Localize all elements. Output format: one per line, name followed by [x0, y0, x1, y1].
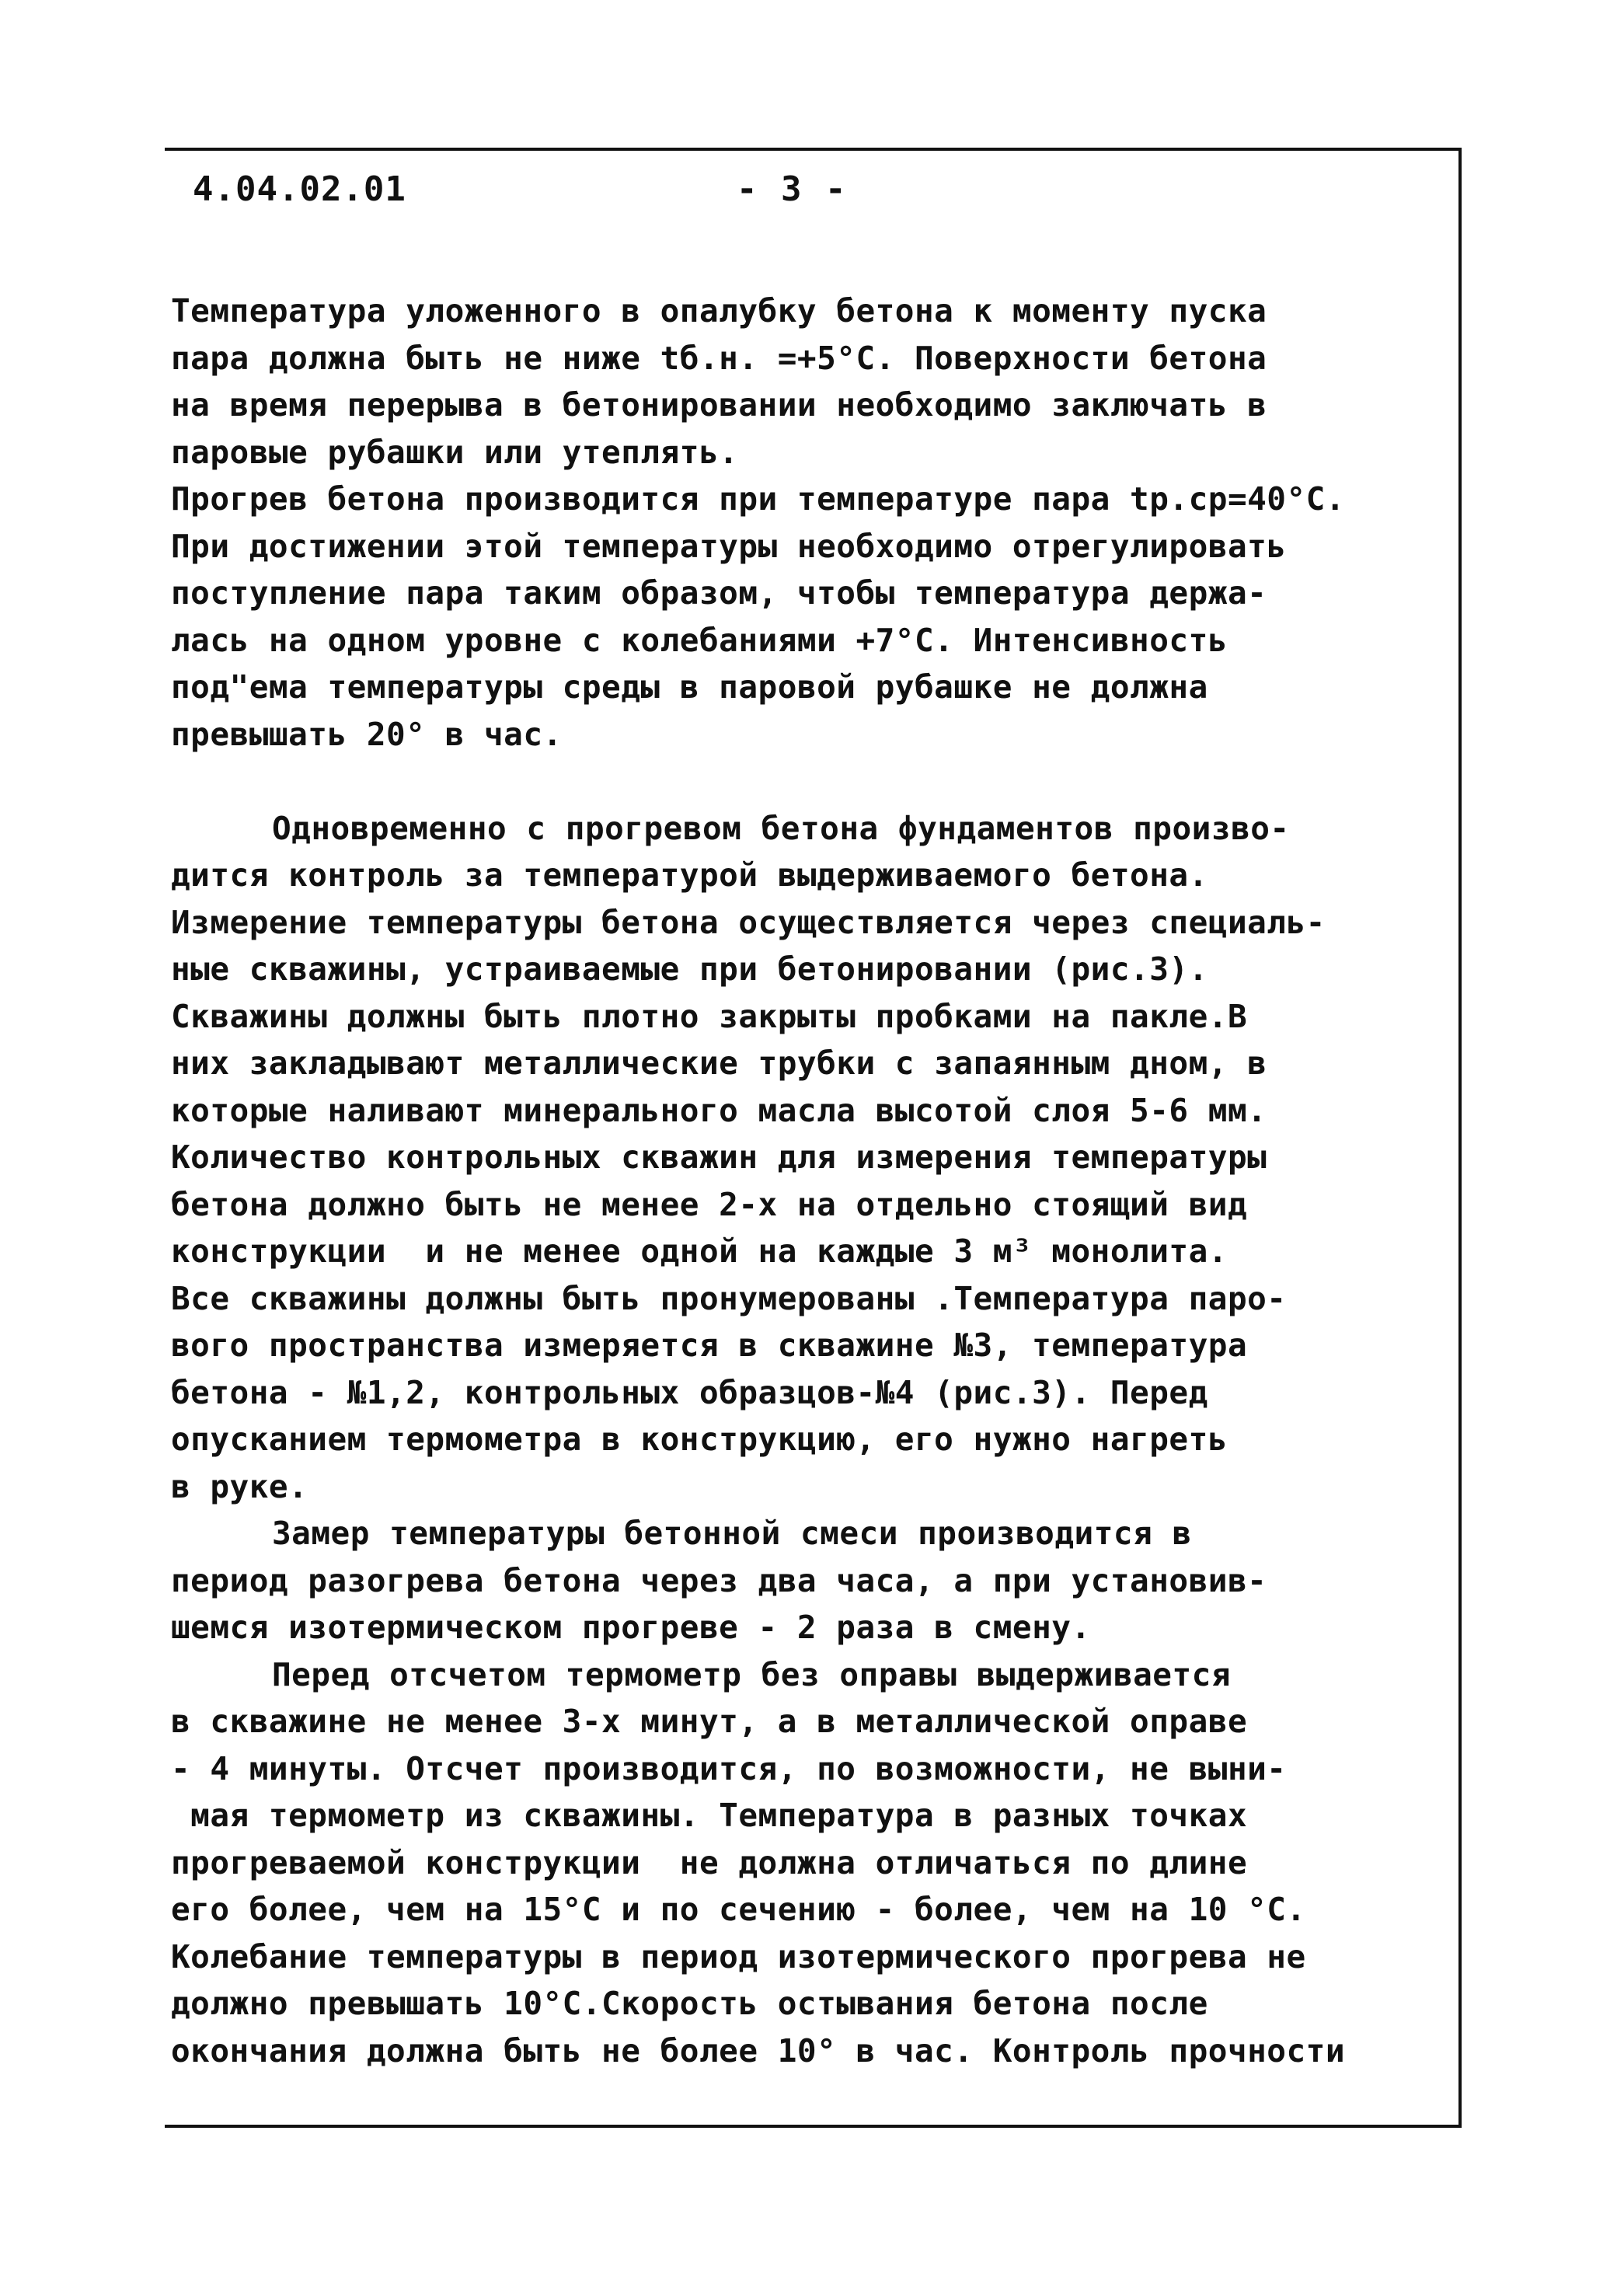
- text-line: Замер температуры бетонной смеси производится в: [272, 1515, 1192, 1552]
- text-line: Колебание температуры в период изотермического прогрева не: [171, 1937, 1306, 1975]
- text-line: лась на одном уровне с колебаниями +7°С. Интенсивность: [171, 621, 1228, 659]
- text-line: в руке.: [171, 1467, 308, 1505]
- text-line: период разогрева бетона через два часа, а при установив-: [171, 1561, 1267, 1599]
- text-line: превышать 20° в час.: [171, 715, 563, 753]
- text-line: При достижении этой температуры необходимо отрегулировать: [171, 527, 1287, 565]
- text-line: Измерение температуры бетона осуществляется через специаль-: [171, 903, 1326, 941]
- text-line: в скважине не менее 3-х минут, а в металлической оправе: [171, 1703, 1248, 1740]
- text-line: его более, чем на 15°С и по сечению - более, чем на 10 °С.: [171, 1891, 1306, 1928]
- text-line: вого пространства измеряется в скважине №3, температура: [171, 1327, 1248, 1364]
- text-line: шемся изотермическом прогреве - 2 раза в смену.: [171, 1609, 1091, 1646]
- text-line: Скважины должны быть плотно закрыты пробками на пакле.В: [171, 997, 1248, 1035]
- text-line: паровые рубашки или утеплять.: [171, 433, 739, 471]
- text-line: поступление пара таким образом, чтобы температура держа-: [171, 574, 1267, 612]
- text-line: окончания должна быть не более 10° в час. Контроль прочности: [171, 2031, 1346, 2070]
- text-line: Прогрев бетона производится при температуре пара tр.ср=40°С.: [171, 480, 1346, 518]
- text-line: Перед отсчетом термометр без оправы выдерживается: [272, 1655, 1232, 1693]
- text-line: опусканием термометра в конструкцию, его нужно нагреть: [171, 1421, 1228, 1458]
- text-line: конструкции и не менее одной на каждые 3 м³ монолита.: [171, 1233, 1228, 1270]
- text-line: дится контроль за температурой выдерживаемого бетона.: [171, 856, 1208, 894]
- text-line: на время перерыва в бетонировании необходимо заключать в: [171, 386, 1267, 424]
- text-line: ные скважины, устраиваемые при бетонировании (рис.3).: [171, 950, 1208, 988]
- text-line: под"ема температуры среды в паровой рубашке не должна: [171, 668, 1208, 706]
- text-line: [171, 758, 1445, 805]
- text-line: них закладывают металлические трубки с запаянным дном, в: [171, 1044, 1267, 1082]
- text-line: бетона должно быть не менее 2-х на отдельно стоящий вид: [171, 1185, 1248, 1223]
- text-line: мая термометр из скважины. Температура в разных точках: [171, 1797, 1248, 1834]
- text-line: Температура уложенного в опалубку бетона к моменту пуска: [171, 292, 1267, 330]
- text-line: прогреваемой конструкции не должна отличаться по длине: [171, 1843, 1248, 1881]
- body-text: [171, 288, 1445, 2074]
- text-line: Количество контрольных скважин для измерения температуры: [171, 1138, 1267, 1176]
- document-code: 4.04.02.01: [193, 169, 406, 209]
- text-line: должно превышать 10°С.Скорость остывания бетона после: [171, 1985, 1208, 2022]
- text-line: пара должна быть не ниже tб.н. =+5°С. Поверхности бетона: [171, 339, 1267, 377]
- page-number: - 3 -: [737, 169, 848, 209]
- page-header: [193, 163, 1405, 218]
- text-line: Одновременно с прогревом бетона фундаментов произво-: [272, 809, 1290, 847]
- text-line: бетона - №1,2, контрольных образцов-№4 (рис.3). Перед: [171, 1373, 1208, 1411]
- text-line: которые наливают минерального масла высотой слоя 5-6 мм.: [171, 1091, 1267, 1129]
- text-line: - 4 минуты. Отсчет производится, по возможности, не выни-: [171, 1749, 1287, 1787]
- text-line: Все скважины должны быть пронумерованы .Температура паро-: [171, 1279, 1287, 1317]
